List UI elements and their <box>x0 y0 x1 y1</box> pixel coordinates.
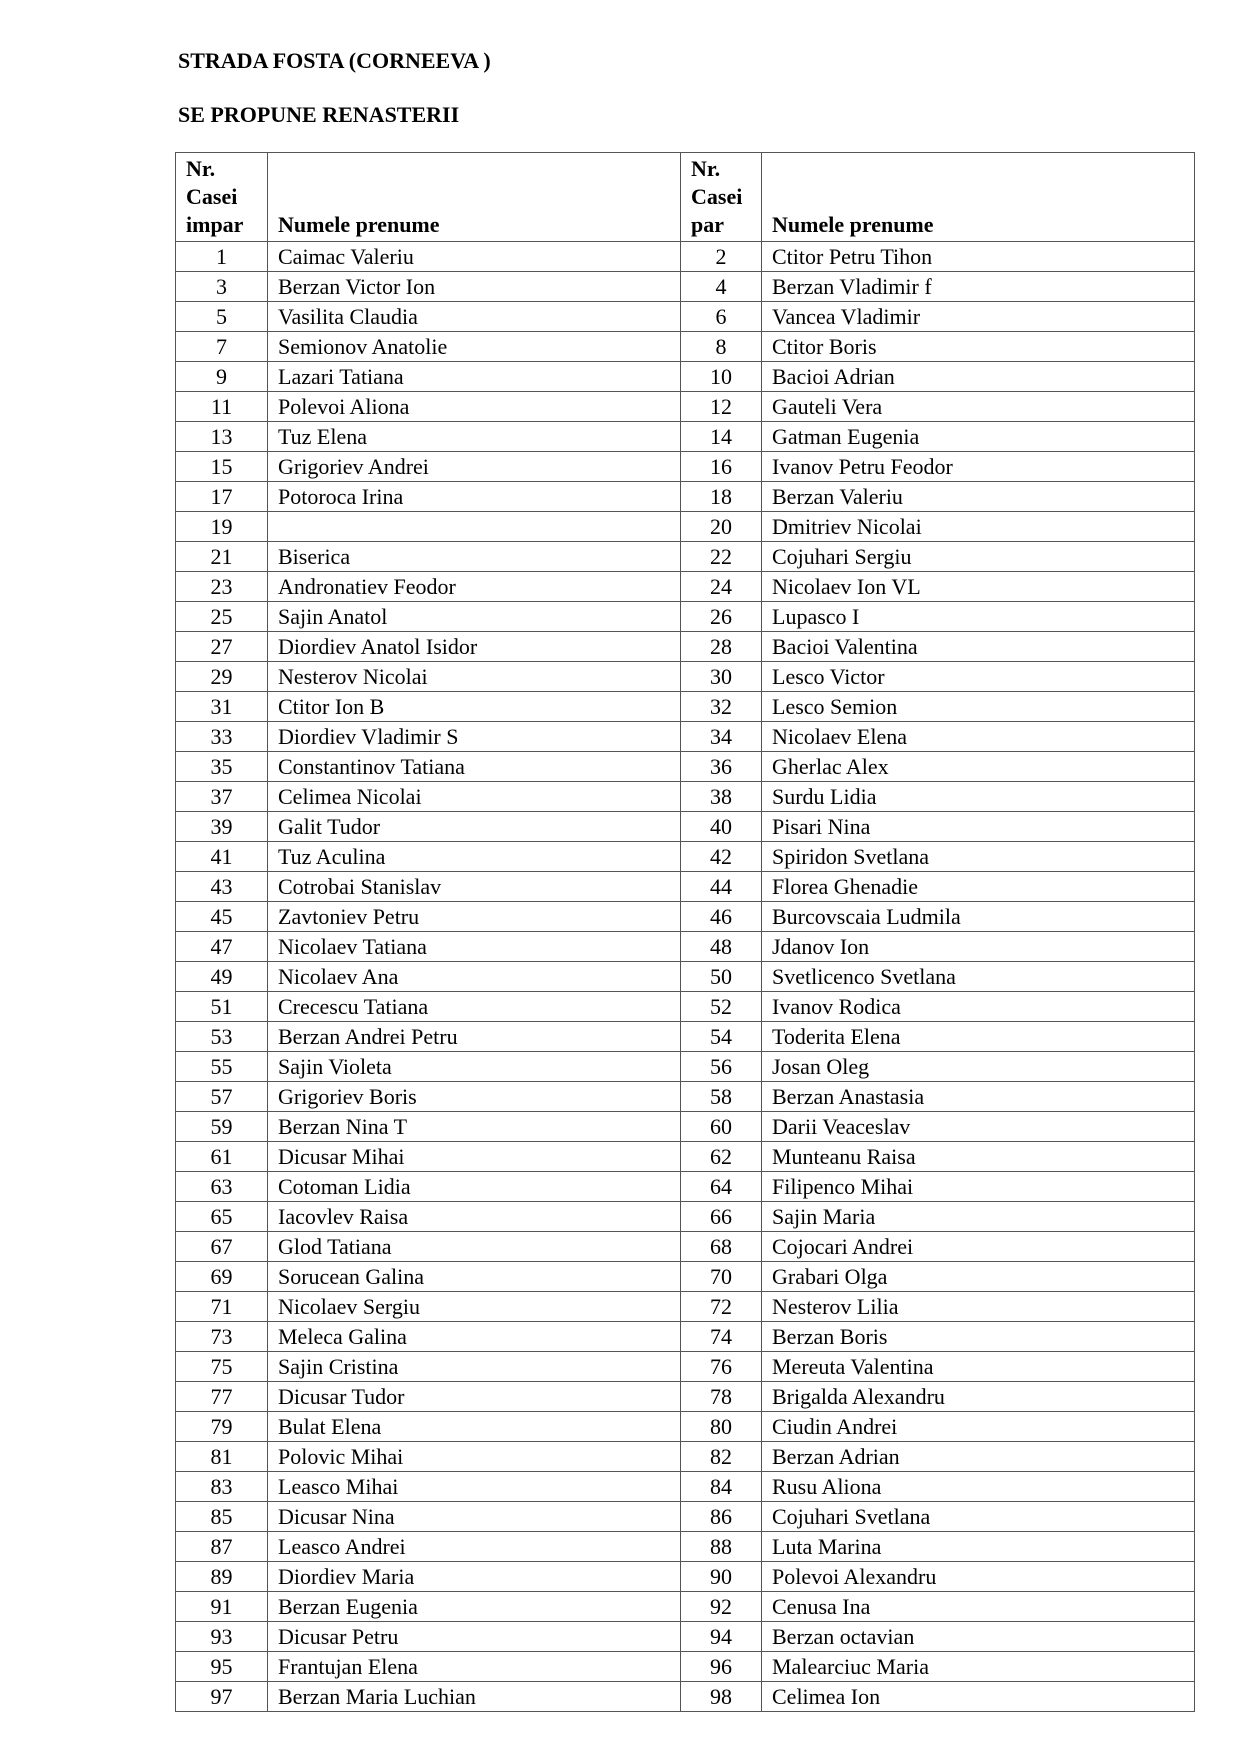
even-house-number: 20 <box>681 512 762 542</box>
odd-resident-name: Lazari Tatiana <box>268 362 681 392</box>
odd-resident-name: Leasco Mihai <box>268 1472 681 1502</box>
odd-resident-name: Tuz Elena <box>268 422 681 452</box>
odd-resident-name: Glod Tatiana <box>268 1232 681 1262</box>
even-house-number: 46 <box>681 902 762 932</box>
even-house-number: 58 <box>681 1082 762 1112</box>
even-house-number: 12 <box>681 392 762 422</box>
odd-house-number: 21 <box>176 542 268 572</box>
odd-resident-name: Zavtoniev Petru <box>268 902 681 932</box>
odd-house-number: 23 <box>176 572 268 602</box>
odd-resident-name: Berzan Andrei Petru <box>268 1022 681 1052</box>
even-resident-name: Mereuta Valentina <box>762 1352 1195 1382</box>
table-row <box>176 1412 1195 1442</box>
even-house-number: 56 <box>681 1052 762 1082</box>
header-odd-house-number <box>176 153 268 242</box>
even-house-number: 86 <box>681 1502 762 1532</box>
even-resident-name: Surdu Lidia <box>762 782 1195 812</box>
even-house-number: 96 <box>681 1652 762 1682</box>
odd-resident-name: Dicusar Mihai <box>268 1142 681 1172</box>
even-house-number: 84 <box>681 1472 762 1502</box>
table-row <box>176 1292 1195 1322</box>
odd-house-number: 3 <box>176 272 268 302</box>
even-house-number: 42 <box>681 842 762 872</box>
even-house-number: 30 <box>681 662 762 692</box>
even-house-number: 14 <box>681 422 762 452</box>
even-resident-name: Nesterov Lilia <box>762 1292 1195 1322</box>
odd-resident-name <box>268 512 681 542</box>
table-row <box>176 1472 1195 1502</box>
even-resident-name: Brigalda Alexandru <box>762 1382 1195 1412</box>
even-house-number: 36 <box>681 752 762 782</box>
table-row <box>176 572 1195 602</box>
odd-resident-name: Diordiev Vladimir S <box>268 722 681 752</box>
even-house-number: 70 <box>681 1262 762 1292</box>
even-house-number: 80 <box>681 1412 762 1442</box>
even-resident-name: Munteanu Raisa <box>762 1142 1195 1172</box>
even-house-number: 16 <box>681 452 762 482</box>
odd-resident-name: Frantujan Elena <box>268 1652 681 1682</box>
table-row <box>176 992 1195 1022</box>
odd-resident-name: Tuz Aculina <box>268 842 681 872</box>
even-resident-name: Darii Veaceslav <box>762 1112 1195 1142</box>
table-row <box>176 692 1195 722</box>
even-house-number: 24 <box>681 572 762 602</box>
odd-resident-name: Crecescu Tatiana <box>268 992 681 1022</box>
odd-resident-name: Nicolaev Sergiu <box>268 1292 681 1322</box>
header-odd-name: Numele prenume <box>268 153 681 242</box>
odd-house-number: 89 <box>176 1562 268 1592</box>
odd-house-number: 77 <box>176 1382 268 1412</box>
even-house-number: 90 <box>681 1562 762 1592</box>
odd-house-number: 69 <box>176 1262 268 1292</box>
odd-house-number: 15 <box>176 452 268 482</box>
even-resident-name: Malearciuc Maria <box>762 1652 1195 1682</box>
residents-table <box>175 152 1195 1712</box>
header-odd-nr-line: Nr. <box>186 156 216 181</box>
even-house-number: 54 <box>681 1022 762 1052</box>
odd-house-number: 41 <box>176 842 268 872</box>
odd-house-number: 73 <box>176 1322 268 1352</box>
even-house-number: 48 <box>681 932 762 962</box>
odd-house-number: 71 <box>176 1292 268 1322</box>
table-row <box>176 842 1195 872</box>
even-house-number: 50 <box>681 962 762 992</box>
even-resident-name: Lesco Victor <box>762 662 1195 692</box>
even-house-number: 66 <box>681 1202 762 1232</box>
table-row <box>176 1322 1195 1352</box>
odd-resident-name: Sorucean Galina <box>268 1262 681 1292</box>
even-house-number: 64 <box>681 1172 762 1202</box>
even-resident-name: Luta Marina <box>762 1532 1195 1562</box>
even-resident-name: Ciudin Andrei <box>762 1412 1195 1442</box>
even-resident-name: Gherlac Alex <box>762 752 1195 782</box>
even-house-number: 98 <box>681 1682 762 1712</box>
header-odd-nr-line: Casei <box>186 184 238 209</box>
even-house-number: 62 <box>681 1142 762 1172</box>
table-row <box>176 1592 1195 1622</box>
table-row <box>176 812 1195 842</box>
even-house-number: 60 <box>681 1112 762 1142</box>
odd-resident-name: Cotoman Lidia <box>268 1172 681 1202</box>
odd-resident-name: Constantinov Tatiana <box>268 752 681 782</box>
even-resident-name: Bacioi Valentina <box>762 632 1195 662</box>
header-even-nr-line: Nr. <box>691 156 721 181</box>
even-resident-name: Berzan Anastasia <box>762 1082 1195 1112</box>
odd-house-number: 91 <box>176 1592 268 1622</box>
odd-resident-name: Berzan Victor Ion <box>268 272 681 302</box>
even-resident-name: Lupasco I <box>762 602 1195 632</box>
even-resident-name: Polevoi Alexandru <box>762 1562 1195 1592</box>
odd-house-number: 47 <box>176 932 268 962</box>
odd-resident-name: Semionov Anatolie <box>268 332 681 362</box>
odd-resident-name: Andronatiev Feodor <box>268 572 681 602</box>
table-row <box>176 1052 1195 1082</box>
even-house-number: 88 <box>681 1532 762 1562</box>
even-resident-name: Berzan octavian <box>762 1622 1195 1652</box>
header-odd-nr-line: impar <box>186 212 244 237</box>
odd-resident-name: Biserica <box>268 542 681 572</box>
odd-house-number: 31 <box>176 692 268 722</box>
odd-resident-name: Cotrobai Stanislav <box>268 872 681 902</box>
even-house-number: 40 <box>681 812 762 842</box>
odd-resident-name: Caimac Valeriu <box>268 242 681 272</box>
even-resident-name: Cojuhari Sergiu <box>762 542 1195 572</box>
even-resident-name: Nicolaev Elena <box>762 722 1195 752</box>
table-body <box>176 242 1195 1712</box>
odd-house-number: 5 <box>176 302 268 332</box>
even-house-number: 68 <box>681 1232 762 1262</box>
odd-resident-name: Dicusar Tudor <box>268 1382 681 1412</box>
table-row <box>176 602 1195 632</box>
odd-house-number: 19 <box>176 512 268 542</box>
table-row <box>176 452 1195 482</box>
even-resident-name: Jdanov Ion <box>762 932 1195 962</box>
table-row <box>176 782 1195 812</box>
even-house-number: 78 <box>681 1382 762 1412</box>
odd-resident-name: Polevoi Aliona <box>268 392 681 422</box>
table-row <box>176 1622 1195 1652</box>
odd-house-number: 93 <box>176 1622 268 1652</box>
even-house-number: 72 <box>681 1292 762 1322</box>
table-row <box>176 1352 1195 1382</box>
table-row <box>176 1562 1195 1592</box>
table-row <box>176 482 1195 512</box>
table-row <box>176 1112 1195 1142</box>
odd-resident-name: Berzan Nina T <box>268 1112 681 1142</box>
odd-resident-name: Grigoriev Andrei <box>268 452 681 482</box>
odd-resident-name: Nicolaev Ana <box>268 962 681 992</box>
odd-house-number: 81 <box>176 1442 268 1472</box>
even-resident-name: Vancea Vladimir <box>762 302 1195 332</box>
odd-house-number: 97 <box>176 1682 268 1712</box>
odd-house-number: 25 <box>176 602 268 632</box>
even-resident-name: Toderita Elena <box>762 1022 1195 1052</box>
odd-house-number: 63 <box>176 1172 268 1202</box>
table-row <box>176 1082 1195 1112</box>
even-house-number: 32 <box>681 692 762 722</box>
document-subtitle: SE PROPUNE RENASTERII <box>178 102 460 127</box>
odd-house-number: 33 <box>176 722 268 752</box>
table-row <box>176 272 1195 302</box>
odd-house-number: 59 <box>176 1112 268 1142</box>
odd-resident-name: Ctitor Ion B <box>268 692 681 722</box>
even-house-number: 76 <box>681 1352 762 1382</box>
table-row <box>176 662 1195 692</box>
table-row <box>176 1262 1195 1292</box>
header-even-name: Numele prenume <box>762 153 1195 242</box>
odd-house-number: 95 <box>176 1652 268 1682</box>
even-resident-name: Berzan Boris <box>762 1322 1195 1352</box>
even-house-number: 44 <box>681 872 762 902</box>
table-row <box>176 1232 1195 1262</box>
even-resident-name: Berzan Vladimir f <box>762 272 1195 302</box>
odd-resident-name: Bulat Elena <box>268 1412 681 1442</box>
table-row <box>176 1682 1195 1712</box>
even-resident-name: Bacioi Adrian <box>762 362 1195 392</box>
odd-resident-name: Sajin Violeta <box>268 1052 681 1082</box>
table-row <box>176 1022 1195 1052</box>
even-house-number: 26 <box>681 602 762 632</box>
odd-house-number: 83 <box>176 1472 268 1502</box>
even-house-number: 94 <box>681 1622 762 1652</box>
odd-house-number: 75 <box>176 1352 268 1382</box>
even-house-number: 6 <box>681 302 762 332</box>
even-house-number: 38 <box>681 782 762 812</box>
even-resident-name: Cenusa Ina <box>762 1592 1195 1622</box>
even-resident-name: Filipenco Mihai <box>762 1172 1195 1202</box>
even-house-number: 82 <box>681 1442 762 1472</box>
odd-house-number: 39 <box>176 812 268 842</box>
odd-resident-name: Dicusar Nina <box>268 1502 681 1532</box>
table-row <box>176 302 1195 332</box>
odd-resident-name: Dicusar Petru <box>268 1622 681 1652</box>
table-row <box>176 512 1195 542</box>
table-row <box>176 722 1195 752</box>
even-resident-name: Celimea Ion <box>762 1682 1195 1712</box>
even-house-number: 22 <box>681 542 762 572</box>
even-house-number: 4 <box>681 272 762 302</box>
header-even-nr-line: par <box>691 212 724 237</box>
odd-house-number: 35 <box>176 752 268 782</box>
even-resident-name: Nicolaev Ion VL <box>762 572 1195 602</box>
odd-house-number: 55 <box>176 1052 268 1082</box>
even-house-number: 10 <box>681 362 762 392</box>
table-row <box>176 1172 1195 1202</box>
document-title: STRADA FOSTA (CORNEEVA ) <box>178 48 491 73</box>
even-resident-name: Ivanov Petru Feodor <box>762 452 1195 482</box>
even-resident-name: Cojuhari Svetlana <box>762 1502 1195 1532</box>
odd-house-number: 13 <box>176 422 268 452</box>
odd-house-number: 57 <box>176 1082 268 1112</box>
odd-house-number: 17 <box>176 482 268 512</box>
odd-house-number: 27 <box>176 632 268 662</box>
odd-resident-name: Celimea Nicolai <box>268 782 681 812</box>
odd-resident-name: Sajin Cristina <box>268 1352 681 1382</box>
table-row <box>176 542 1195 572</box>
odd-house-number: 1 <box>176 242 268 272</box>
table-row <box>176 1532 1195 1562</box>
odd-house-number: 53 <box>176 1022 268 1052</box>
even-resident-name: Grabari Olga <box>762 1262 1195 1292</box>
odd-resident-name: Nesterov Nicolai <box>268 662 681 692</box>
even-house-number: 28 <box>681 632 762 662</box>
table-row <box>176 1442 1195 1472</box>
even-resident-name: Gatman Eugenia <box>762 422 1195 452</box>
even-resident-name: Pisari Nina <box>762 812 1195 842</box>
table-row <box>176 902 1195 932</box>
odd-house-number: 45 <box>176 902 268 932</box>
odd-house-number: 85 <box>176 1502 268 1532</box>
even-resident-name: Ctitor Petru Tihon <box>762 242 1195 272</box>
odd-resident-name: Berzan Eugenia <box>268 1592 681 1622</box>
even-resident-name: Burcovscaia Ludmila <box>762 902 1195 932</box>
even-resident-name: Spiridon Svetlana <box>762 842 1195 872</box>
table-row <box>176 632 1195 662</box>
even-resident-name: Svetlicenco Svetlana <box>762 962 1195 992</box>
odd-resident-name: Vasilita Claudia <box>268 302 681 332</box>
even-resident-name: Gauteli Vera <box>762 392 1195 422</box>
table-header <box>176 153 1195 242</box>
even-house-number: 52 <box>681 992 762 1022</box>
even-resident-name: Josan Oleg <box>762 1052 1195 1082</box>
header-even-nr-line: Casei <box>691 184 743 209</box>
even-house-number: 2 <box>681 242 762 272</box>
table-row <box>176 1202 1195 1232</box>
table-row <box>176 752 1195 782</box>
even-resident-name: Ivanov Rodica <box>762 992 1195 1022</box>
even-house-number: 8 <box>681 332 762 362</box>
even-resident-name: Berzan Adrian <box>762 1442 1195 1472</box>
even-house-number: 74 <box>681 1322 762 1352</box>
even-resident-name: Ctitor Boris <box>762 332 1195 362</box>
odd-resident-name: Grigoriev Boris <box>268 1082 681 1112</box>
odd-house-number: 11 <box>176 392 268 422</box>
odd-house-number: 79 <box>176 1412 268 1442</box>
odd-house-number: 49 <box>176 962 268 992</box>
even-house-number: 34 <box>681 722 762 752</box>
even-house-number: 92 <box>681 1592 762 1622</box>
odd-house-number: 67 <box>176 1232 268 1262</box>
odd-resident-name: Potoroca Irina <box>268 482 681 512</box>
odd-resident-name: Meleca Galina <box>268 1322 681 1352</box>
even-resident-name: Lesco Semion <box>762 692 1195 722</box>
odd-house-number: 37 <box>176 782 268 812</box>
even-resident-name: Dmitriev Nicolai <box>762 512 1195 542</box>
odd-house-number: 51 <box>176 992 268 1022</box>
even-house-number: 18 <box>681 482 762 512</box>
table-row <box>176 392 1195 422</box>
table-row <box>176 242 1195 272</box>
odd-resident-name: Iacovlev Raisa <box>268 1202 681 1232</box>
header-even-house-number <box>681 153 762 242</box>
odd-house-number: 65 <box>176 1202 268 1232</box>
odd-house-number: 61 <box>176 1142 268 1172</box>
table-row <box>176 362 1195 392</box>
header-row <box>176 153 1195 242</box>
odd-resident-name: Berzan Maria Luchian <box>268 1682 681 1712</box>
table-row <box>176 422 1195 452</box>
table-row <box>176 1652 1195 1682</box>
even-resident-name: Florea Ghenadie <box>762 872 1195 902</box>
odd-resident-name: Diordiev Maria <box>268 1562 681 1592</box>
even-resident-name: Cojocari Andrei <box>762 1232 1195 1262</box>
even-resident-name: Berzan Valeriu <box>762 482 1195 512</box>
odd-resident-name: Sajin Anatol <box>268 602 681 632</box>
odd-house-number: 29 <box>176 662 268 692</box>
odd-house-number: 9 <box>176 362 268 392</box>
table-row <box>176 872 1195 902</box>
table-row <box>176 932 1195 962</box>
table-row <box>176 1142 1195 1172</box>
odd-house-number: 43 <box>176 872 268 902</box>
odd-house-number: 87 <box>176 1532 268 1562</box>
table-row <box>176 1382 1195 1412</box>
odd-house-number: 7 <box>176 332 268 362</box>
odd-resident-name: Leasco Andrei <box>268 1532 681 1562</box>
odd-resident-name: Diordiev Anatol Isidor <box>268 632 681 662</box>
odd-resident-name: Galit Tudor <box>268 812 681 842</box>
table-row <box>176 962 1195 992</box>
even-resident-name: Rusu Aliona <box>762 1472 1195 1502</box>
table-row <box>176 1502 1195 1532</box>
odd-resident-name: Nicolaev Tatiana <box>268 932 681 962</box>
odd-resident-name: Polovic Mihai <box>268 1442 681 1472</box>
table-row <box>176 332 1195 362</box>
even-resident-name: Sajin Maria <box>762 1202 1195 1232</box>
